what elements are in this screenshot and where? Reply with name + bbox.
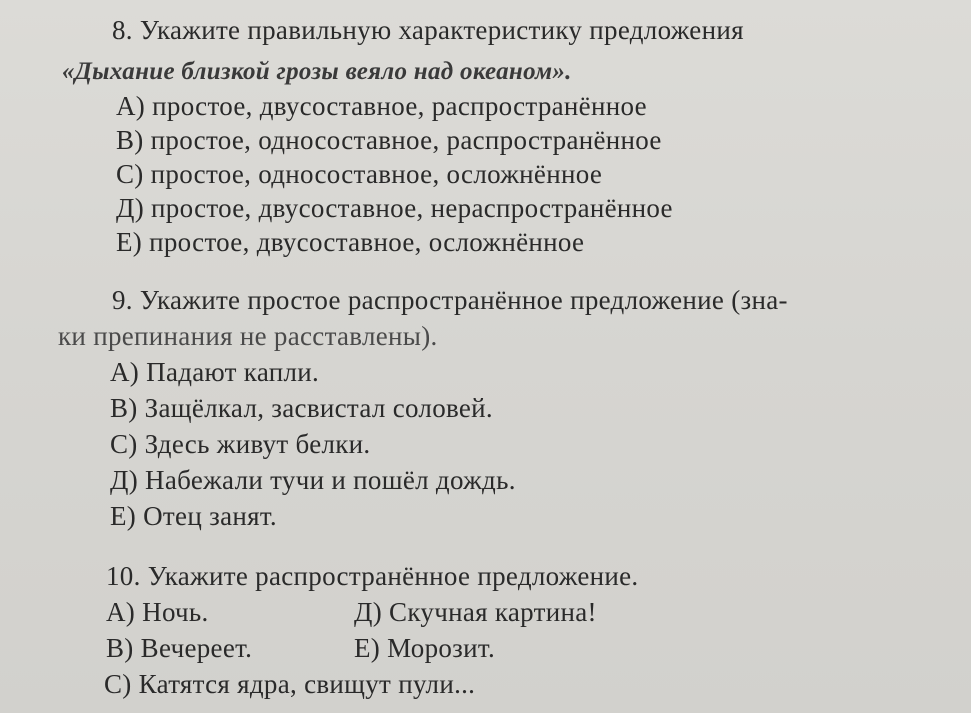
question-9-option-b: В) Защёлкал, засвистал соловей.	[110, 393, 493, 423]
question-8-text: 8. Укажите правильную характеристику предложения	[112, 15, 744, 45]
question-10-option-e: Е) Морозит.	[354, 633, 496, 663]
question-9-text-line2: ки препинания не расставлены).	[58, 321, 438, 351]
question-8-option-a: А) простое, двусоставное, распространённое	[116, 91, 647, 121]
question-9-option-a: А) Падают капли.	[110, 357, 320, 387]
question-9-text-line1: 9. Укажите простое распространённое предложение (зна-	[112, 285, 788, 315]
question-10-text: 10. Укажите распространённое предложение.	[106, 561, 639, 591]
question-9-option-c: С) Здесь живут белки.	[110, 429, 371, 459]
question-8-option-d: Д) простое, двусоставное, нераспространённое	[116, 193, 673, 223]
question-10-option-d: Д) Скучная картина!	[354, 597, 597, 627]
question-10-option-c: С) Катятся ядра, свищут пули...	[104, 669, 476, 699]
question-9-option-e: Е) Отец занят.	[110, 501, 277, 531]
question-8-option-c: С) простое, односоставное, осложнённое	[116, 159, 603, 189]
question-8-option-b: В) простое, односоставное, распространённое	[116, 125, 662, 155]
question-9-option-d: Д) Набежали тучи и пошёл дождь.	[110, 465, 516, 495]
question-10-option-a: А) Ночь.	[106, 597, 209, 627]
question-8-quote: «Дыхание близкой грозы веяло над океаном».	[62, 58, 572, 85]
question-8-option-e: Е) простое, двусоставное, осложнённое	[116, 227, 585, 257]
question-10-option-b: В) Вечереет.	[106, 633, 253, 663]
